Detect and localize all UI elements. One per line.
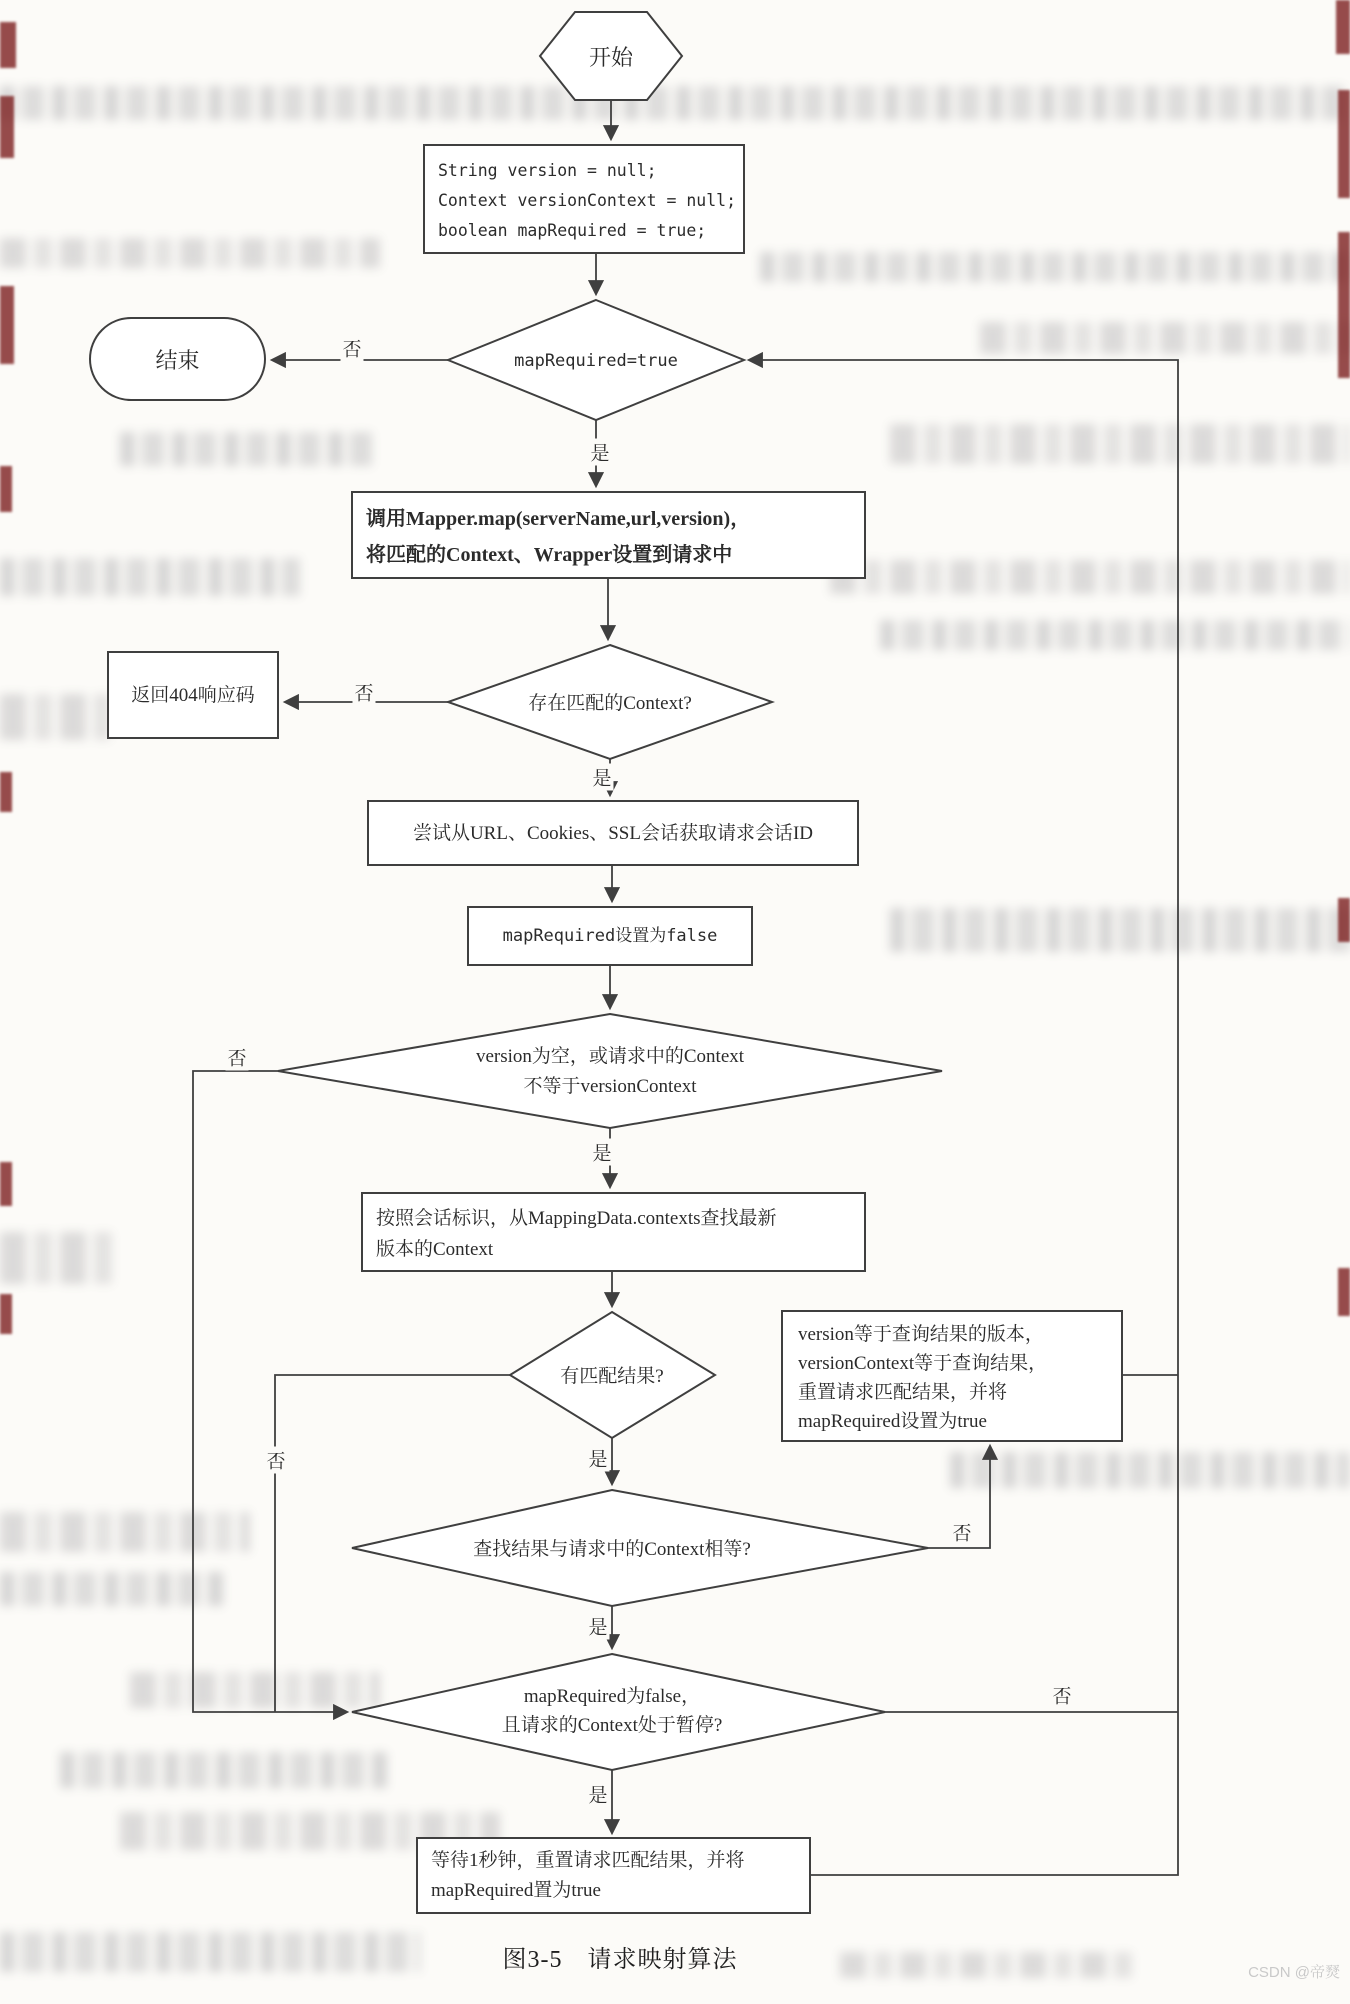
maprequired-diamond-label: mapRequired=true [514, 351, 678, 371]
wait-line: 等待1秒钟，重置请求匹配结果，并将 [431, 1850, 745, 1871]
setversion-line: mapRequired设置为true [798, 1411, 987, 1432]
label-yes-maprequired: 是 [588, 439, 611, 466]
label-yes-versionempty: 是 [590, 1139, 613, 1166]
label-no-contextexists: 否 [352, 679, 375, 706]
mapfalse-node-label: mapRequired设置为false [502, 926, 718, 946]
figure-caption: 图3-5 请求映射算法 [502, 1947, 738, 1973]
label-yes-resultequal: 是 [586, 1613, 609, 1640]
init-line: String version = null; [438, 161, 657, 180]
versionempty-line: version为空，或请求中的Context [475, 1046, 745, 1067]
setversion-line: versionContext等于查询结果， [798, 1353, 1048, 1374]
init-line: boolean mapRequired = true; [438, 221, 707, 240]
label-no-hasmatch: 否 [264, 1447, 287, 1474]
label-no-resultequal: 否 [950, 1519, 973, 1546]
versionempty-diamond-label [360, 1042, 860, 1102]
wait-line: mapRequired置为true [431, 1880, 601, 1901]
lookup-line: 按照会话标识，从MappingData.contexts查找最新 [376, 1208, 777, 1229]
contextexists-diamond-label: 存在匹配的Context? [528, 693, 692, 714]
callmapper-line: 将匹配的Context、Wrapper设置到请求中 [366, 544, 733, 566]
callmapper-line: 调用Mapper.map(serverName,url,version)， [366, 508, 751, 530]
setversion-node-label [798, 1320, 1110, 1436]
start-node-label: 开始 [588, 45, 633, 70]
paused-line: 且请求的Context处于暂停? [501, 1715, 723, 1736]
edge-return-rail [749, 360, 1178, 1875]
end-node-label: 结束 [155, 348, 200, 373]
label-no-maprequired: 否 [340, 335, 363, 362]
paused-line: mapRequired为false， [523, 1686, 701, 1707]
setversion-line: version等于查询结果的版本， [798, 1324, 1044, 1345]
return404-node-label: 返回404响应码 [131, 685, 255, 706]
hasmatch-diamond-label: 有匹配结果? [560, 1366, 664, 1387]
edge-versionempty-no-bypass [193, 1071, 347, 1712]
label-no-versionempty: 否 [225, 1044, 248, 1071]
label-yes-paused: 是 [586, 1781, 609, 1808]
getsession-node-label: 尝试从URL、Cookies、SSL会话获取请求会话ID [412, 823, 814, 844]
label-no-paused: 否 [1050, 1682, 1073, 1709]
callmapper-node-label [366, 501, 856, 573]
resultequal-diamond-label: 查找结果与请求中的Context相等? [473, 1539, 751, 1560]
lookup-node-label [376, 1203, 856, 1265]
init-line: Context versionContext = null; [438, 191, 737, 210]
versionempty-line: 不等于versionContext [523, 1076, 697, 1097]
label-yes-hasmatch: 是 [586, 1445, 609, 1472]
paused-diamond-label [412, 1682, 812, 1740]
csdn-watermark: CSDN @帝燹 [1248, 1964, 1340, 1981]
wait-node-label [431, 1846, 801, 1906]
lookup-line: 版本的Context [376, 1239, 494, 1260]
label-yes-contextexists: 是 [590, 764, 613, 791]
setversion-line: 重置请求匹配结果，并将 [798, 1382, 1008, 1403]
init-node-code [438, 156, 738, 246]
